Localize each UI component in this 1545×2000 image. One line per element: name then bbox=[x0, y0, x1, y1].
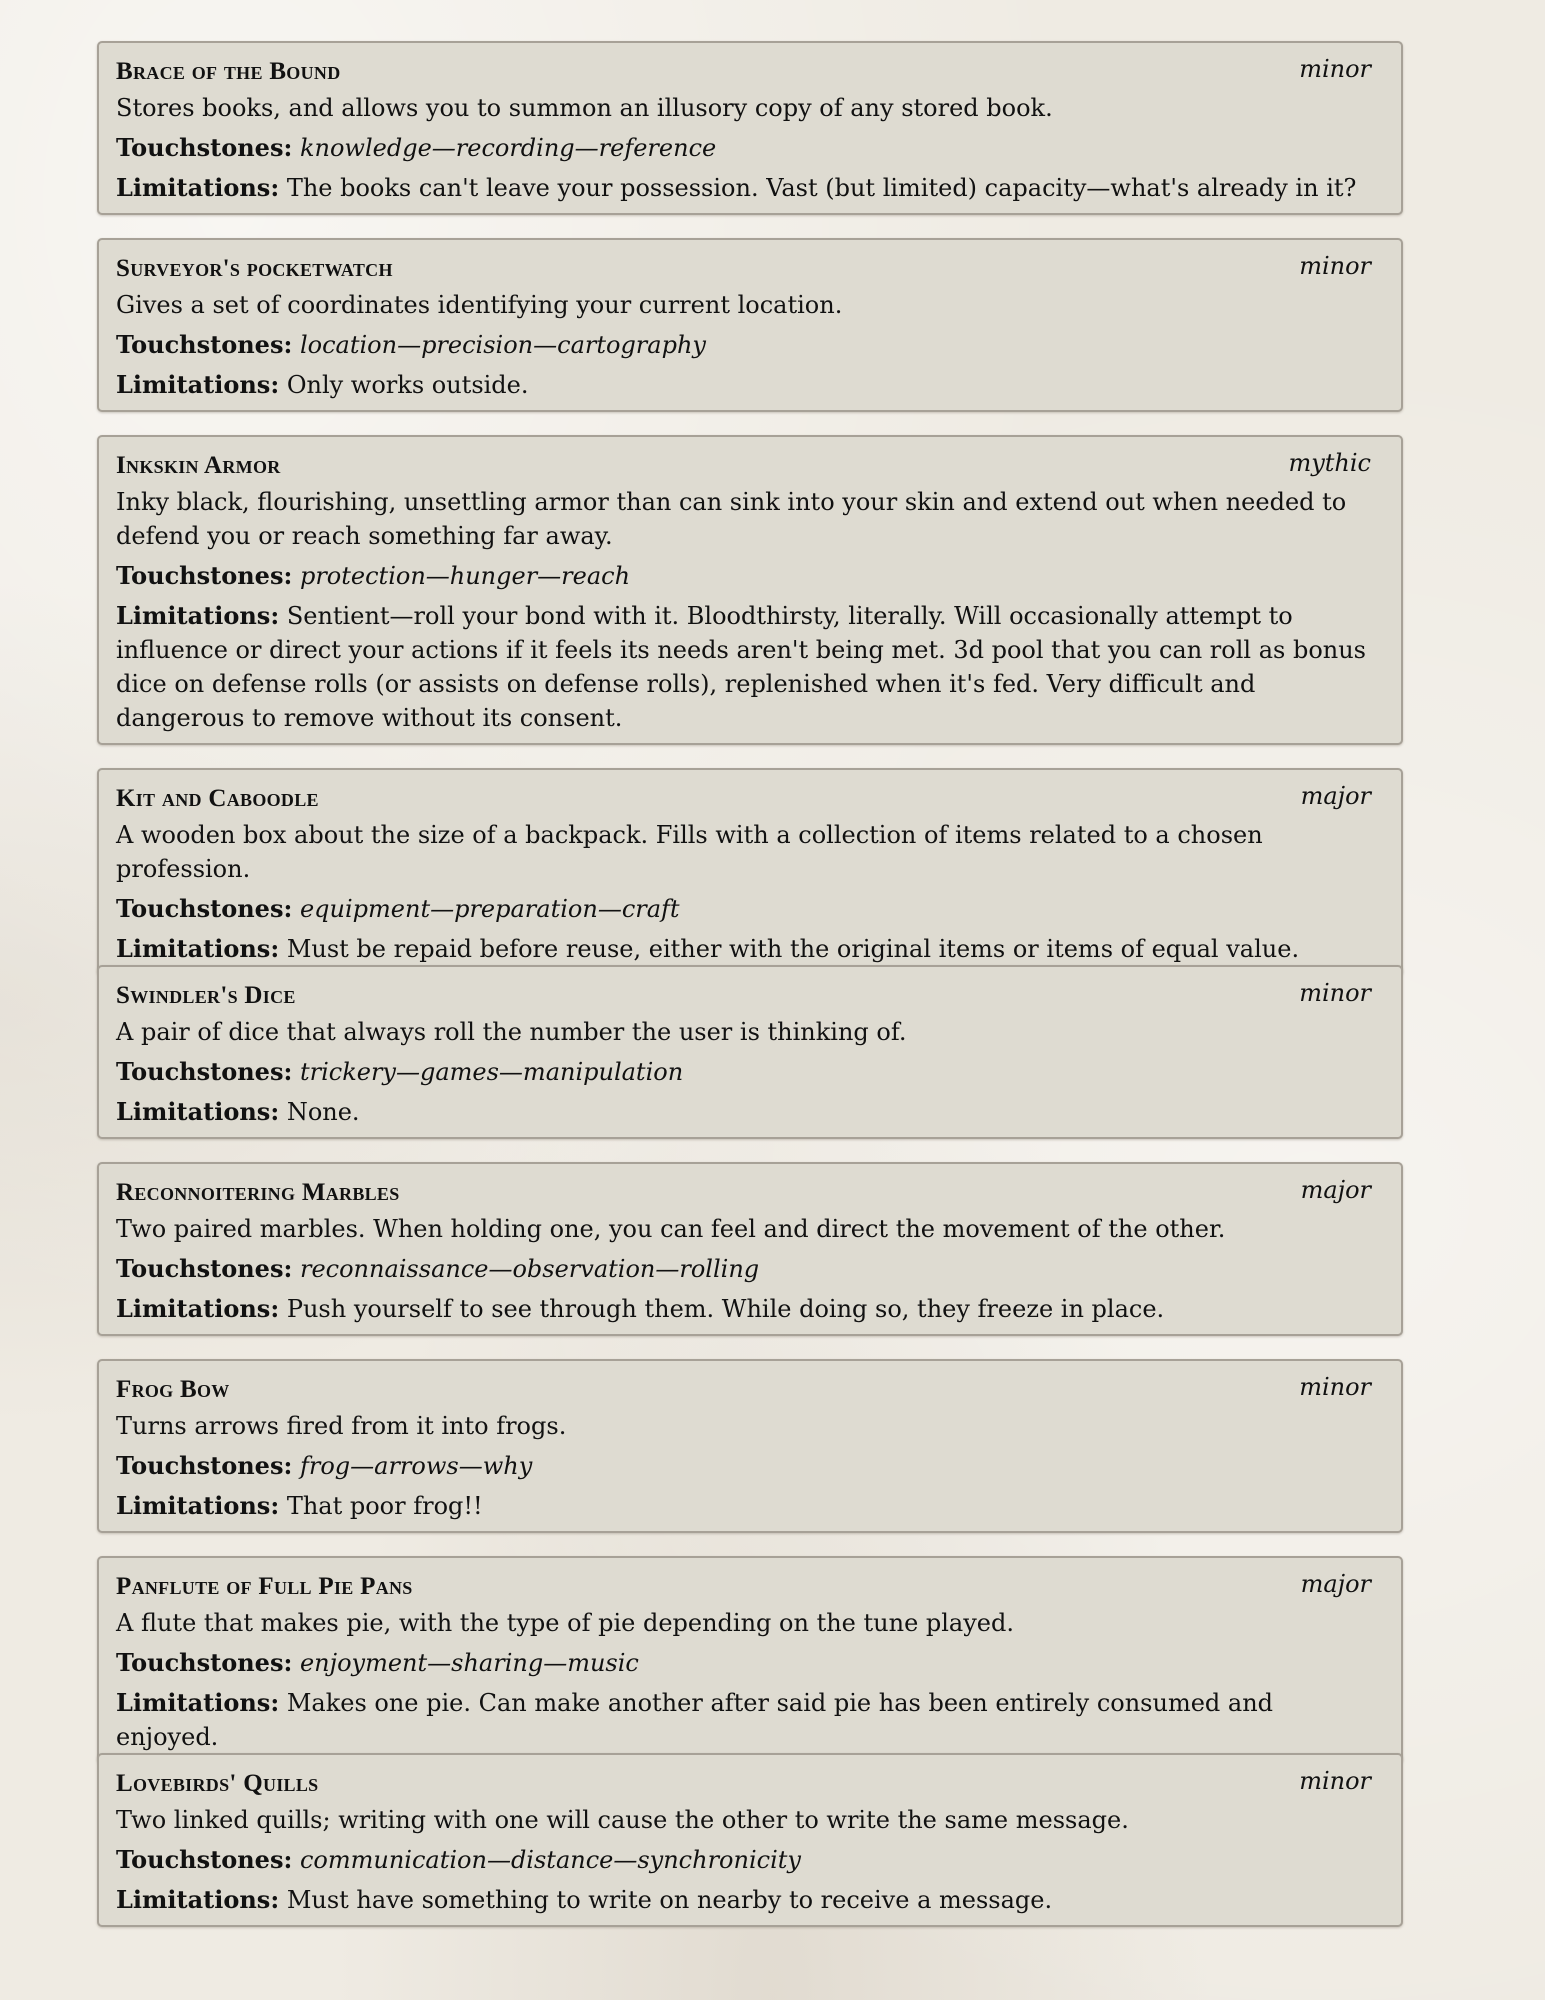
item-touchstones bbox=[116, 1055, 1379, 1089]
item-rarity: minor bbox=[1299, 1373, 1371, 1401]
limitations-label: Limitations: bbox=[116, 1294, 280, 1323]
item-header bbox=[116, 1369, 1379, 1409]
item-card bbox=[97, 238, 1403, 412]
limitations-label: Limitations: bbox=[116, 934, 280, 963]
item-name: Surveyor's pocketwatch bbox=[116, 255, 393, 282]
touchstones-value: communication—distance—synchronicity bbox=[299, 1846, 801, 1874]
touchstones-value: knowledge—recording—reference bbox=[299, 134, 717, 162]
limitations-label: Limitations: bbox=[116, 1491, 280, 1520]
item-card bbox=[97, 1359, 1403, 1533]
item-header bbox=[116, 445, 1379, 485]
item-limitations bbox=[116, 171, 1379, 205]
touchstones-label: Touchstones: bbox=[116, 1254, 293, 1283]
limitations-label: Limitations: bbox=[116, 601, 280, 630]
item-rarity: major bbox=[1300, 1176, 1371, 1204]
limitations-label: Limitations: bbox=[116, 173, 280, 202]
item-name: Brace of the Bound bbox=[116, 58, 341, 85]
item-touchstones bbox=[116, 892, 1379, 926]
touchstones-label: Touchstones: bbox=[116, 1845, 293, 1874]
item-limitations bbox=[116, 1489, 1379, 1523]
item-rarity: minor bbox=[1299, 1767, 1371, 1795]
item-rarity: major bbox=[1300, 1570, 1371, 1598]
touchstones-label: Touchstones: bbox=[116, 1648, 293, 1677]
item-rarity: minor bbox=[1299, 252, 1371, 280]
item-name: Lovebirds' Quills bbox=[116, 1770, 319, 1797]
item-name: Frog Bow bbox=[116, 1376, 230, 1403]
item-card bbox=[97, 1753, 1403, 1927]
limitations-value: Makes one pie. Can make another after said pie has been entirely consumed and enjoyed. bbox=[116, 1689, 1274, 1751]
touchstones-label: Touchstones: bbox=[116, 330, 293, 359]
item-name: Reconnoitering Marbles bbox=[116, 1179, 400, 1206]
item-header bbox=[116, 975, 1379, 1015]
item-header bbox=[116, 778, 1379, 818]
item-touchstones bbox=[116, 1252, 1379, 1286]
item-description: Two linked quills; writing with one will cause the other to write the same message. bbox=[116, 1806, 1129, 1834]
item-description: A pair of dice that always roll the number the user is thinking of. bbox=[116, 1018, 907, 1046]
item-header bbox=[116, 1566, 1379, 1606]
item-rarity: minor bbox=[1299, 979, 1371, 1007]
touchstones-value: enjoyment—sharing—music bbox=[299, 1649, 639, 1677]
touchstones-value: protection—hunger—reach bbox=[299, 562, 631, 590]
limitations-value: The books can't leave your possession. Vast (but limited) capacity—what's already in it? bbox=[286, 174, 1357, 202]
item-card bbox=[97, 1556, 1403, 1764]
item-description: Turns arrows fired from it into frogs. bbox=[116, 1412, 567, 1440]
item-description: Inky black, flourishing, unsettling armor than can sink into your skin and extend out when needed to defend you or reach something far away. bbox=[116, 488, 1347, 550]
item-name: Kit and Caboodle bbox=[116, 785, 319, 812]
item-description: Stores books, and allows you to summon an illusory copy of any stored book. bbox=[116, 94, 1053, 122]
item-limitations bbox=[116, 368, 1379, 402]
item-limitations bbox=[116, 1292, 1379, 1326]
limitations-value: Push yourself to see through them. While doing so, they freeze in place. bbox=[286, 1295, 1165, 1323]
touchstones-value: reconnaissance—observation—rolling bbox=[299, 1255, 760, 1283]
item-limitations bbox=[116, 599, 1379, 735]
limitations-value: That poor frog!! bbox=[286, 1492, 483, 1520]
item-limitations bbox=[116, 1883, 1379, 1917]
limitations-value: Must have something to write on nearby to receive a message. bbox=[286, 1886, 1053, 1914]
item-header bbox=[116, 51, 1379, 91]
item-name: Panflute of Full Pie Pans bbox=[116, 1573, 413, 1600]
limitations-label: Limitations: bbox=[116, 370, 280, 399]
item-description: A wooden box about the size of a backpack. Fills with a collection of items related to a chosen profession. bbox=[116, 821, 1263, 883]
touchstones-value: trickery—games—manipulation bbox=[299, 1058, 684, 1086]
limitations-value: None. bbox=[286, 1098, 360, 1126]
touchstones-label: Touchstones: bbox=[116, 1057, 293, 1086]
item-description: Two paired marbles. When holding one, you can feel and direct the movement of the other. bbox=[116, 1215, 1226, 1243]
limitations-label: Limitations: bbox=[116, 1688, 280, 1717]
item-name: Inkskin Armor bbox=[116, 452, 281, 479]
item-touchstones bbox=[116, 1843, 1379, 1877]
item-limitations bbox=[116, 932, 1379, 966]
item-name: Swindler's Dice bbox=[116, 982, 296, 1009]
item-touchstones bbox=[116, 131, 1379, 165]
item-card bbox=[97, 1162, 1403, 1336]
item-touchstones bbox=[116, 559, 1379, 593]
limitations-value: Must be repaid before reuse, either with the original items or items of equal value. bbox=[286, 935, 1300, 963]
limitations-label: Limitations: bbox=[116, 1097, 280, 1126]
item-card bbox=[97, 768, 1403, 976]
item-rarity: major bbox=[1300, 782, 1371, 810]
item-touchstones bbox=[116, 1449, 1379, 1483]
touchstones-value: equipment—preparation—craft bbox=[299, 895, 680, 923]
touchstones-value: location—precision—cartography bbox=[299, 331, 706, 359]
limitations-value: Only works outside. bbox=[286, 371, 529, 399]
item-rarity: minor bbox=[1299, 55, 1371, 83]
item-description: Gives a set of coordinates identifying your current location. bbox=[116, 291, 843, 319]
item-header bbox=[116, 248, 1379, 288]
item-header bbox=[116, 1172, 1379, 1212]
touchstones-label: Touchstones: bbox=[116, 561, 293, 590]
item-card bbox=[97, 41, 1403, 215]
touchstones-label: Touchstones: bbox=[116, 133, 293, 162]
touchstones-label: Touchstones: bbox=[116, 1451, 293, 1480]
item-limitations bbox=[116, 1095, 1379, 1129]
item-description: A flute that makes pie, with the type of pie depending on the tune played. bbox=[116, 1609, 1014, 1637]
item-touchstones bbox=[116, 1646, 1379, 1680]
item-rarity: mythic bbox=[1288, 449, 1371, 477]
item-card bbox=[97, 435, 1403, 745]
limitations-value: Sentient—roll your bond with it. Bloodthirsty, literally. Will occasionally attempt to influence or direct your actions if it feels its needs aren't being met. 3d pool that you can roll as bonus dice on defense rolls (or assists on defense rolls), replenished when it's fed. Very difficult and dangerous to remove without its consent. bbox=[116, 602, 1366, 732]
item-card bbox=[97, 965, 1403, 1139]
touchstones-label: Touchstones: bbox=[116, 894, 293, 923]
limitations-label: Limitations: bbox=[116, 1885, 280, 1914]
item-header bbox=[116, 1763, 1379, 1803]
touchstones-value: frog—arrows—why bbox=[299, 1452, 533, 1480]
item-limitations bbox=[116, 1686, 1379, 1754]
item-touchstones bbox=[116, 328, 1379, 362]
